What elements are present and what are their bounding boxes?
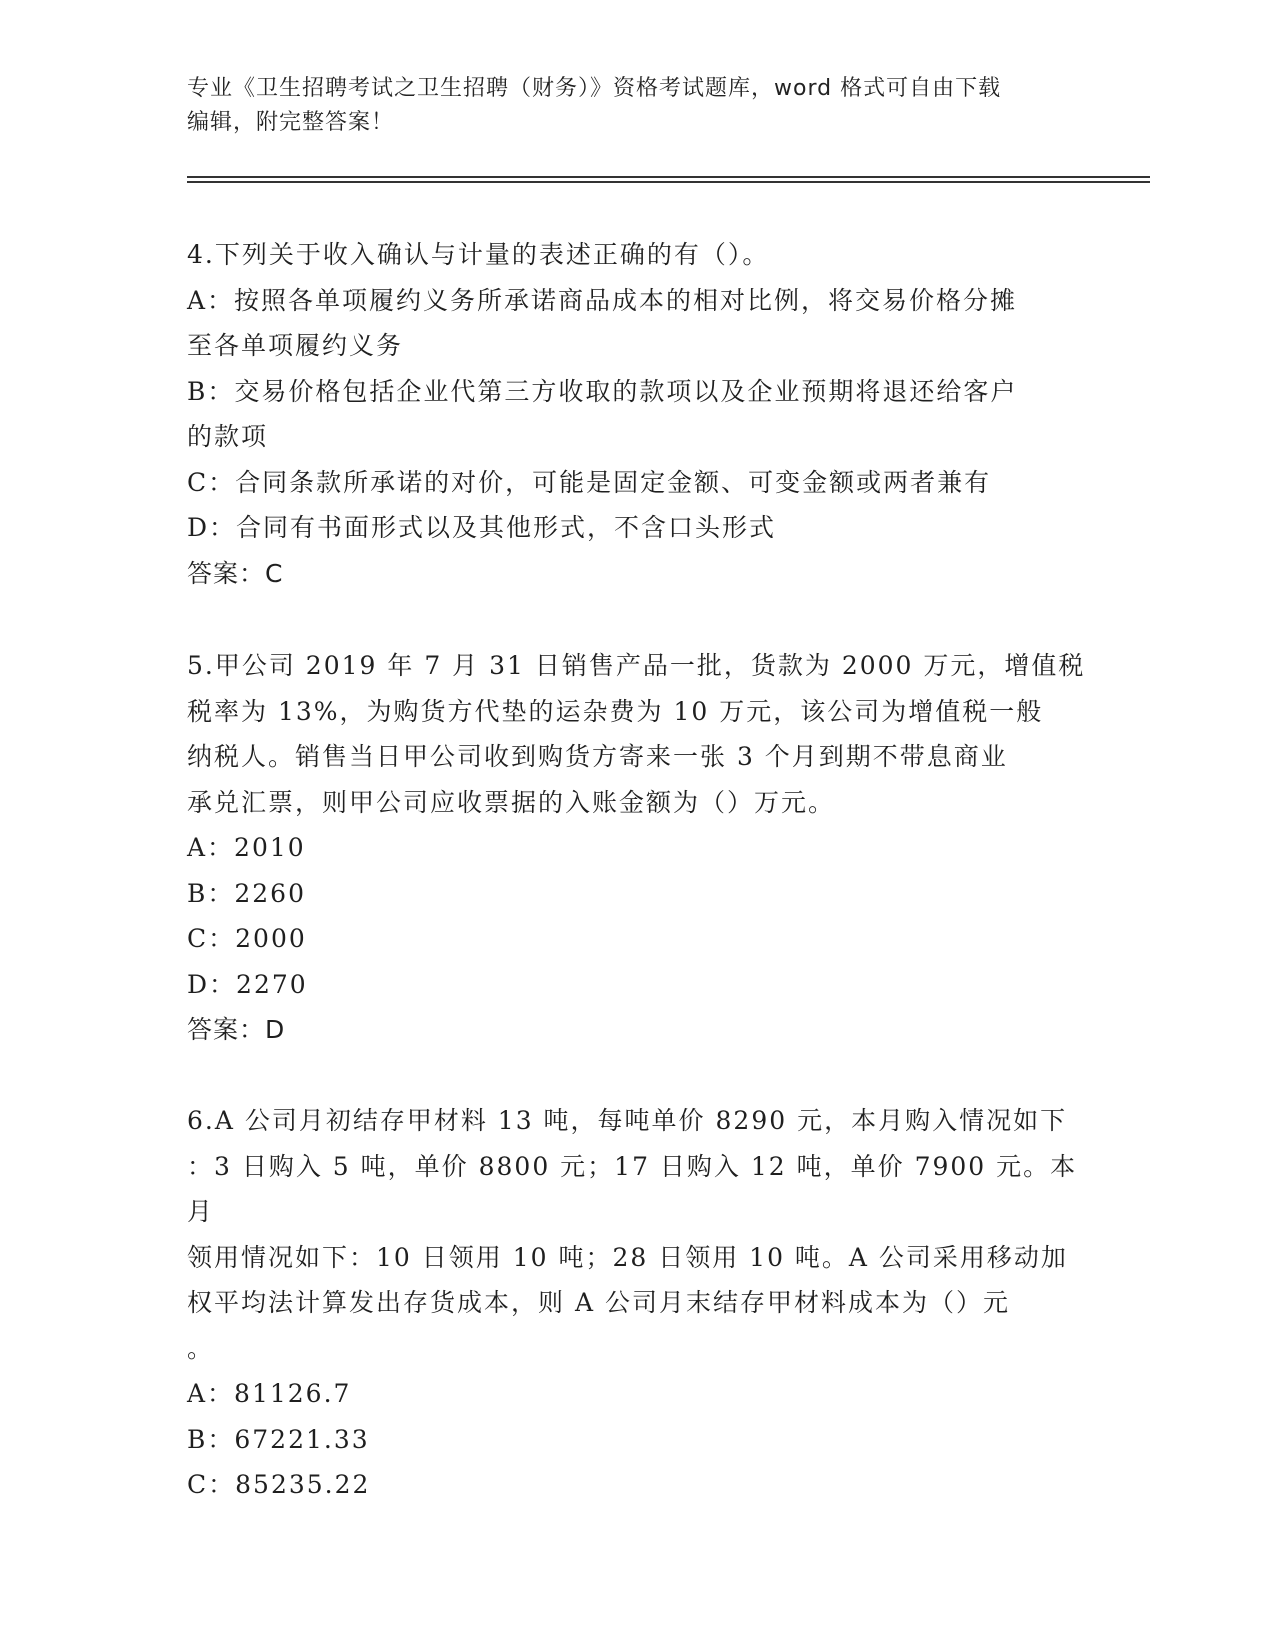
option-b-line: B：2260	[187, 878, 306, 908]
question-stem-line: 纳税人。销售当日甲公司收到购货方寄来一张 3 个月到期不带息商业	[187, 742, 1008, 771]
header-divider-top	[187, 176, 1150, 178]
question-stem-line: 6.A 公司月初结存甲材料 13 吨，每吨单价 8290 元，本月购入情况如下	[187, 1106, 1068, 1135]
question-stem-line: 。	[187, 1333, 215, 1363]
question-stem-line: 4.下列关于收入确认与计量的表述正确的有（）。	[187, 240, 770, 269]
question-stem-line: ：3 日购入 5 吨，单价 8800 元；17 日购入 12 吨，单价 7900 元。本月	[187, 1151, 1078, 1226]
answer-line: 答案：C	[187, 558, 284, 588]
header-line: 编辑，附完整答案！	[187, 110, 395, 135]
option-b-line: B：67221.33	[187, 1424, 370, 1454]
option-c-line: C：合同条款所承诺的对价，可能是固定金额、可变金额或两者兼有	[187, 467, 992, 497]
question-4	[187, 232, 1087, 596]
option-a-line: 至各单项履约义务	[187, 331, 404, 360]
option-a-line: A：81126.7	[187, 1379, 352, 1408]
question-stem-line: 税率为 13%，为购货方代垫的运杂费为 10 万元，该公司为增值税一般	[187, 696, 1044, 726]
option-c-line: C：2000	[187, 924, 307, 953]
answer-line: 答案：D	[187, 1015, 286, 1044]
option-c-line: C：85235.22	[187, 1470, 371, 1499]
question-stem-line: 承兑汇票，则甲公司应收票据的入账金额为（）万元。	[187, 787, 836, 817]
option-a-line: A：2010	[187, 833, 306, 862]
question-6	[187, 1098, 1087, 1508]
option-a-line: A：按照各单项履约义务所承诺商品成本的相对比例，将交易价格分摊	[187, 285, 1018, 315]
header-divider-bottom	[187, 181, 1150, 183]
question-stem-line: 领用情况如下：10 日领用 10 吨；28 日领用 10 吨。A 公司采用移动加	[187, 1242, 1068, 1272]
question-stem-line: 5.甲公司 2019 年 7 月 31 日销售产品一批，货款为 2000 万元，增值税	[187, 651, 1086, 680]
option-b-line: B：交易价格包括企业代第三方收取的款项以及企业预期将退还给客户	[187, 376, 1018, 406]
option-b-line: 的款项	[187, 422, 269, 451]
header-line: 专业《卫生招聘考试之卫生招聘（财务）》资格考试题库，word 格式可自由下载	[187, 76, 1002, 101]
option-d-line: D：合同有书面形式以及其他形式，不含口头形式	[187, 513, 777, 542]
question-stem-line: 权平均法计算发出存货成本，则 A 公司月末结存甲材料成本为（）元	[187, 1288, 1010, 1317]
option-d-line: D：2270	[187, 969, 308, 999]
question-5	[187, 643, 1087, 1053]
document-header	[187, 72, 1087, 140]
